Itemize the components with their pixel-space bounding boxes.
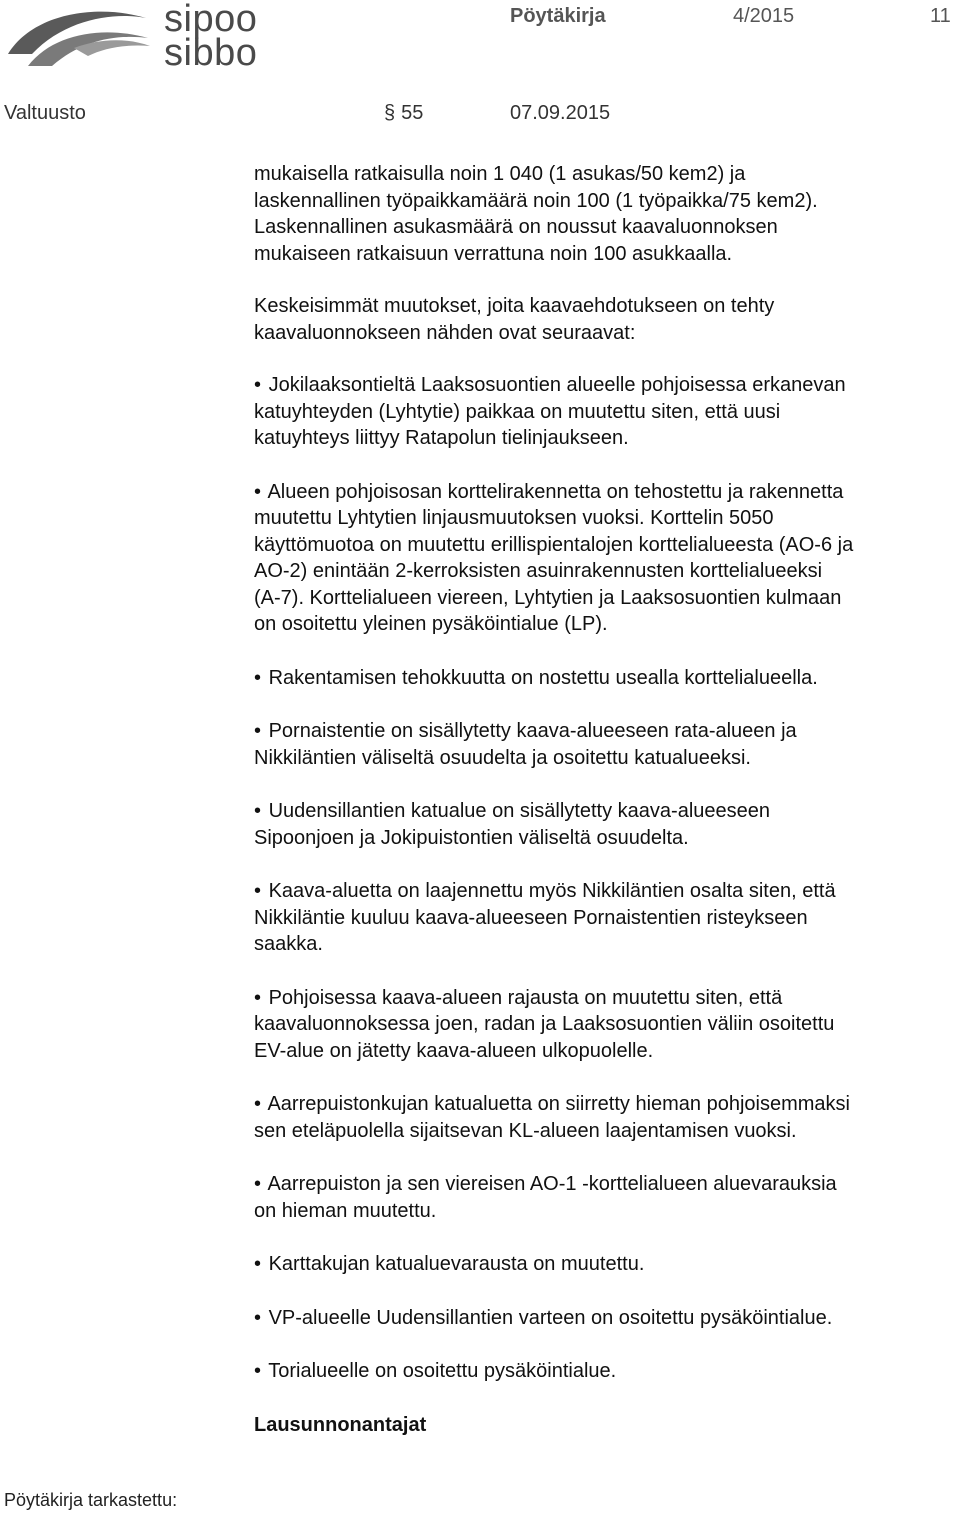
change-list-item (254, 372, 954, 452)
page-number: 11 (930, 5, 951, 27)
bullet-icon: • (254, 1253, 262, 1275)
logo-line-sipoo: sipoo (164, 0, 258, 40)
bullet-line: Karttakujan katualuevarausta on muutettu. (268, 1253, 645, 1275)
bullet-line: Aarrepuistonkujan katualuetta on siirretty hieman pohjoisemmaksi (267, 1093, 850, 1115)
intro-line: Laskennallinen asukasmäärä on noussut kaavaluonnoksen (254, 216, 778, 238)
intro-line: mukaisella ratkaisulla noin 1 040 (1 asukas/50 kem2) ja (254, 163, 746, 185)
change-list-item (254, 718, 954, 771)
bullet-icon: • (254, 1306, 262, 1329)
bullet-line: Aarrepuiston ja sen viereisen AO-1 -korttelialueen aluevarauksia (267, 1173, 837, 1195)
bullet-line: (A-7). Korttelialueen viereen, Lyhtytien ja Laaksosuontien kulmaan (254, 586, 842, 609)
change-list-item (254, 1305, 954, 1332)
bullet-line: muutettu Lyhtytien linjausmuutoksen vuoksi. Korttelin 5050 (254, 507, 774, 529)
bullet-line: Alueen pohjoisosan korttelirakennetta on tehostettu ja rakennetta (267, 480, 844, 503)
bullet-icon: • (254, 800, 262, 822)
bullet-icon: • (254, 720, 262, 742)
bullet-line: Rakentamisen tehokkuutta on nostettu usealla korttelialueella. (268, 666, 818, 689)
bullet-line: Torialueelle on osoitettu pysäköintialue. (268, 1360, 617, 1382)
logo-wordmark (164, 0, 258, 74)
bullet-line: AO-2) enintään 2-kerroksisten asuinrakennusten korttelialueeksi (254, 560, 823, 582)
change-list-item (254, 878, 954, 958)
bullet-icon: • (254, 374, 262, 396)
intro-line: mukaiseen ratkaisuun verrattuna noin 100 asukkaalla. (254, 242, 733, 265)
footer-reviewed-label: Pöytäkirja tarkastettu: (4, 1490, 178, 1510)
changes-lead-paragraph (254, 293, 954, 346)
municipality-emblem-icon (4, 2, 154, 72)
change-list-item (254, 479, 954, 638)
section-symbol: § (384, 102, 396, 124)
logo-line-sibbo: sibbo (164, 32, 258, 74)
bullet-icon: • (254, 1360, 262, 1382)
intro-paragraph (254, 161, 954, 267)
bullet-line: saakka. (254, 933, 323, 955)
bullet-line: käyttömuotoa on muutettu erillispientalojen korttelialueesta (AO-6 ja (254, 533, 854, 556)
document-number: 4/2015 (733, 5, 795, 27)
bullet-line: VP-alueelle Uudensillantien varteen on osoitettu pysäköintialue. (268, 1306, 833, 1329)
bullet-line: katuyhteys liittyy Ratapolun tielinjaukseen. (254, 427, 629, 449)
change-list-item (254, 985, 954, 1065)
organ-name: Valtuusto (4, 102, 86, 124)
change-list-item (254, 665, 954, 692)
bullet-line: Nikkiläntien väliseltä osuudelta ja osoitettu katualueeksi. (254, 746, 751, 769)
bullet-icon: • (254, 986, 262, 1009)
document-type-title: Pöytäkirja (510, 5, 606, 27)
bullet-icon: • (254, 480, 262, 503)
bullet-line: sen eteläpuolella sijaitsevan KL-alueen laajentamisen vuoksi. (254, 1119, 797, 1142)
meeting-date: 07.09.2015 (510, 102, 611, 124)
change-list-item (254, 798, 954, 851)
bullet-line: Kaava-aluetta on laajennettu myös Nikkiläntien osalta siten, että (268, 880, 836, 902)
section-number: 55 (401, 102, 424, 124)
sipoo-sibbo-logo (4, 2, 264, 72)
bullet-line: on osoitettu yleinen pysäköintialue (LP). (254, 613, 608, 635)
minutes-body (254, 161, 954, 1438)
bullet-line: Jokilaaksontieltä Laaksosuontien alueelle pohjoisessa erkanevan (268, 374, 846, 396)
lead-line: kaavaluonnokseen nähden ovat seuraavat: (254, 321, 636, 344)
bullet-line: Uudensillantien katualue on sisällytetty kaava-alueeseen (268, 800, 771, 822)
bullet-line: Sipoonjoen ja Jokipuistontien väliseltä osuudelta. (254, 826, 689, 849)
lead-line: Keskeisimmät muutokset, joita kaavaehdotukseen on tehty (254, 295, 775, 317)
bullet-line: on hieman muutettu. (254, 1199, 437, 1222)
bullet-line: Pohjoisessa kaava-alueen rajausta on muutettu siten, että (268, 986, 783, 1009)
bullet-icon: • (254, 666, 262, 689)
bullet-icon: • (254, 1173, 262, 1195)
change-list-item (254, 1171, 954, 1224)
section-reference (384, 102, 423, 125)
change-list-item (254, 1251, 954, 1278)
bullet-line: EV-alue on jätetty kaava-alueen ulkopuolelle. (254, 1039, 654, 1062)
change-list-item (254, 1358, 954, 1385)
bullet-line: Pornaistentie on sisällytetty kaava-alueeseen rata-alueen ja (268, 720, 797, 742)
bullet-icon: • (254, 1093, 262, 1115)
bullet-line: Nikkiläntie kuuluu kaava-alueeseen Pornaistentien risteykseen (254, 906, 808, 929)
bullet-line: kaavaluonnoksessa joen, radan ja Laaksosuontien väliin osoitettu (254, 1013, 835, 1035)
intro-line: laskennallinen työpaikkamäärä noin 100 (1 työpaikka/75 kem2). (254, 189, 818, 212)
change-list-item (254, 1091, 954, 1144)
section-subheading: Lausunnonantajat (254, 1413, 427, 1436)
bullet-line: katuyhteyden (Lyhtytie) paikkaa on muutettu siten, että uusi (254, 400, 781, 423)
bullet-icon: • (254, 880, 262, 902)
